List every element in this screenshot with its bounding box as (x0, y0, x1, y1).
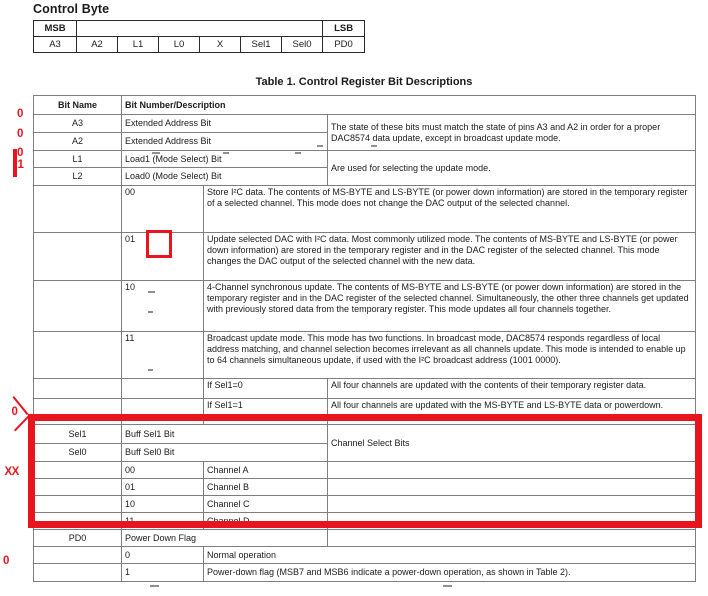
table-row-pd0 (34, 530, 696, 547)
annotation-pd-value: 0 (3, 555, 10, 567)
cell-ch01-desc: Channel B (204, 479, 328, 496)
table-header-row (34, 96, 696, 115)
bit-cell-pd0: PD0 (323, 37, 365, 53)
bit-name-header: Bit Name (34, 96, 122, 115)
table-row-mode00 (34, 186, 696, 233)
cell-pd-0-desc: Normal operation (204, 547, 696, 564)
cell-empty (122, 379, 204, 399)
cell-l1-name: L1 (34, 151, 122, 168)
scan-artifact-dash (223, 152, 229, 154)
control-byte-spacer-cell (77, 21, 323, 37)
scan-artifact-dash (150, 585, 159, 587)
control-byte-header-row (34, 21, 365, 37)
cell-load-note: Are used for selecting the update mode. (328, 151, 696, 186)
cell-mode00-value: 00 (122, 186, 204, 233)
scan-artifact-dash (295, 152, 301, 154)
cell-ch00-value: 00 (122, 462, 204, 479)
cell-a3-name: A3 (34, 115, 122, 133)
cell-ch11-value: 11 (122, 513, 204, 530)
table-row-pd-flag (34, 564, 696, 582)
scan-artifact-dash (152, 152, 160, 154)
cell-pd-1-value: 1 (122, 564, 204, 582)
cell-mode01-desc: Update selected DAC with I²C data. Most commonly utilized mode. The contents of MS-BYTE and LS-BYTE (or power down information) are stored in the temporary register and in the DAC register of the selected channel. This mode changes the DAC output of the selected channel with the new data. (204, 233, 696, 281)
control-byte-heading: Control Byte (33, 2, 110, 16)
control-byte-bits-row (34, 37, 365, 53)
cell-mode11-value: 11 (122, 332, 204, 379)
cell-ch01-value: 01 (122, 479, 204, 496)
cell-ch11-desc: Channel D (204, 513, 328, 530)
table-row-a3 (34, 115, 696, 133)
cell-sel0-name: Sel0 (34, 444, 122, 462)
scan-artifact-dash (148, 311, 153, 313)
cell-channel-select-note: Channel Select Bits (328, 425, 696, 462)
bit-cell-sel1: Sel1 (241, 37, 282, 53)
cell-sel1-1-cond: If Sel1=1 (204, 399, 328, 425)
cell-sel1-0-cond: If Sel1=0 (204, 379, 328, 399)
cell-l1-desc: Load1 (Mode Select) Bit (122, 151, 328, 168)
highlight-box-channel-select (28, 414, 702, 528)
cell-l2-desc: Load0 (Mode Select) Bit (122, 168, 328, 186)
table-row-pd-normal (34, 547, 696, 564)
cell-empty (34, 564, 122, 582)
table-row-mode01 (34, 233, 696, 281)
cell-sel1-1-desc: All four channels are updated with the MS-BYTE and LS-BYTE data or powerdown. (328, 399, 696, 425)
cell-empty (34, 547, 122, 564)
cell-empty (34, 379, 122, 399)
cell-sel0-desc: Buff Sel0 Bit (122, 444, 328, 462)
cell-sel1-name: Sel1 (34, 425, 122, 444)
cell-ch00-desc: Channel A (204, 462, 328, 479)
bit-cell-x: X (200, 37, 241, 53)
scan-artifact-dash (371, 145, 377, 147)
cell-empty (34, 281, 122, 332)
cell-address-note: The state of these bits must match the state of pins A3 and A2 in order for a proper DAC8574 data update, except in broadcast update mode. (328, 115, 696, 151)
annotation-a2-value: 0 (17, 128, 24, 140)
scan-artifact-dash (148, 369, 153, 371)
annotation-l1-value: 0 (17, 147, 24, 159)
cell-ch10-desc: Channel C (204, 496, 328, 513)
cell-a2-name: A2 (34, 133, 122, 151)
annotation-load-bits-bar (13, 149, 17, 177)
scan-artifact-dash (317, 145, 323, 147)
cell-l2-name: L2 (34, 168, 122, 186)
msb-label: MSB (34, 21, 77, 37)
annotation-a3-value: 0 (17, 108, 24, 120)
highlight-box-mode01 (146, 230, 172, 258)
cell-sel1-0-desc: All four channels are updated with the contents of their temporary register data. (328, 379, 696, 399)
cell-empty (34, 186, 122, 233)
cell-mode10-value: 10 (122, 281, 204, 332)
control-byte-table (33, 20, 365, 53)
cell-pd-1-desc: Power-down flag (MSB7 and MSB6 indicate a power-down operation, as shown in Table 2). (204, 564, 696, 582)
bit-cell-a2: A2 (77, 37, 118, 53)
cell-sel1-desc: Buff Sel1 Bit (122, 425, 328, 444)
table-row-mode11 (34, 332, 696, 379)
bit-cell-l0: L0 (159, 37, 200, 53)
cell-pd0-name: PD0 (34, 530, 122, 547)
cell-pd-0-value: 0 (122, 547, 204, 564)
table-row-l1 (34, 151, 696, 168)
table-title: Table 1. Control Register Bit Descriptions (255, 76, 473, 88)
cell-empty (34, 233, 122, 281)
table-row-sel1-0 (34, 379, 696, 399)
cell-pd0-desc: Power Down Flag (122, 530, 328, 547)
annotation-l2-value: 1 (17, 159, 24, 171)
cell-ch10-value: 10 (122, 496, 204, 513)
cell-mode11-desc: Broadcast update mode. This mode has two functions. In broadcast mode, DAC8574 responds regardless of local address matching, and channel selection becomes irrelevant as all channels update. This mode is intended to enable up to 64 channels simultaneous update, if used with the I²C broadcast address (1001 0000). (204, 332, 696, 379)
cell-empty (34, 332, 122, 379)
cell-mode10-desc: 4-Channel synchronous update. The contents of MS-BYTE and LS-BYTE (or power down information) are stored in the temporary register and in the DAC register of the selected channel. Simultaneously, the other three channels get updated with previously stored data from the temporary register. This mode updates all four channels together. (204, 281, 696, 332)
bit-cell-sel0: Sel0 (282, 37, 323, 53)
bit-cell-a3: A3 (34, 37, 77, 53)
bit-cell-l1: L1 (118, 37, 159, 53)
cell-a2-desc: Extended Address Bit (122, 133, 328, 151)
scan-artifact-dash (443, 585, 452, 587)
annotation-channel-value: XX (4, 466, 19, 478)
cell-a3-desc: Extended Address Bit (122, 115, 328, 133)
lsb-label: LSB (323, 21, 365, 37)
bit-description-header: Bit Number/Description (122, 96, 696, 115)
cell-mode00-desc: Store I²C data. The contents of MS-BYTE and LS-BYTE (or power down information) are stored in the temporary register of a selected channel. This mode does not change the DAC output of the selected channel. (204, 186, 696, 233)
table-row-mode10 (34, 281, 696, 332)
cell-mode01-value: 01 (122, 233, 204, 281)
annotation-sel-corner-value: 0 (11, 406, 18, 418)
scan-artifact-dash (148, 291, 155, 293)
cell-empty (328, 530, 696, 547)
